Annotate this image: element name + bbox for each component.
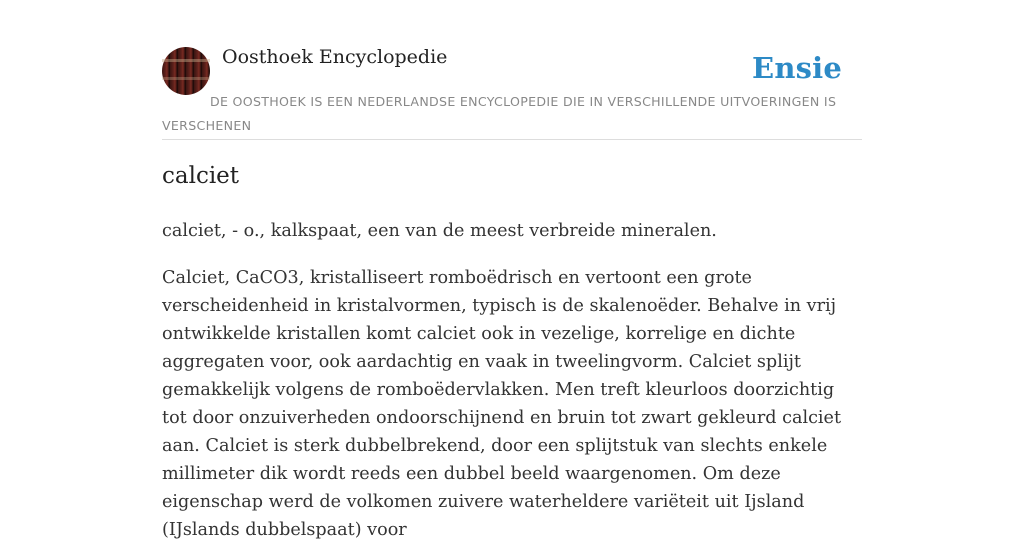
encyclopedia-books-avatar-icon[interactable] bbox=[162, 47, 210, 95]
site-header bbox=[162, 0, 862, 140]
site-tagline: DE OOSTHOEK IS EEN NEDERLANDSE ENCYCLOPEDIE DIE IN VERSCHILLENDE UITVOERINGEN IS VERSCHENEN bbox=[162, 94, 837, 133]
article-lead: calciet, - o., kalkspaat, een van de meest verbreide mineralen. bbox=[162, 221, 717, 241]
ensie-logo-link[interactable]: Ensie bbox=[752, 51, 842, 85]
article-body: Calciet, CaCO3, kristalliseert romboëdrisch en vertoont een grote verscheidenheid in kristalvormen, typisch is de skalenoëder. Behalve in vrij ontwikkelde kristallen komt calciet ook in vezelige, korrelige en dichte aggregaten voor, ook aardachtig en vaak in tweelingvorm. Calciet splijt gemakkelijk volgens de romboëdervlakken. Men treft kleurloos doorzichtig tot door onzuiverheden ondoorschijnend en bruin tot zwart gekleurd calciet aan. Calciet is sterk dubbelbrekend, door een splijtstuk van slechts enkele millimeter dik wordt reeds een dubbel beeld waargenomen. Om deze eigenschap werd de volkomen zuivere waterheldere variëteit uit Ijsland (IJslands dubbelspaat) voor bbox=[162, 268, 842, 540]
article-title: calciet bbox=[162, 163, 240, 189]
site-title-link[interactable]: Oosthoek Encyclopedie bbox=[222, 46, 448, 68]
page-container bbox=[162, 0, 862, 540]
